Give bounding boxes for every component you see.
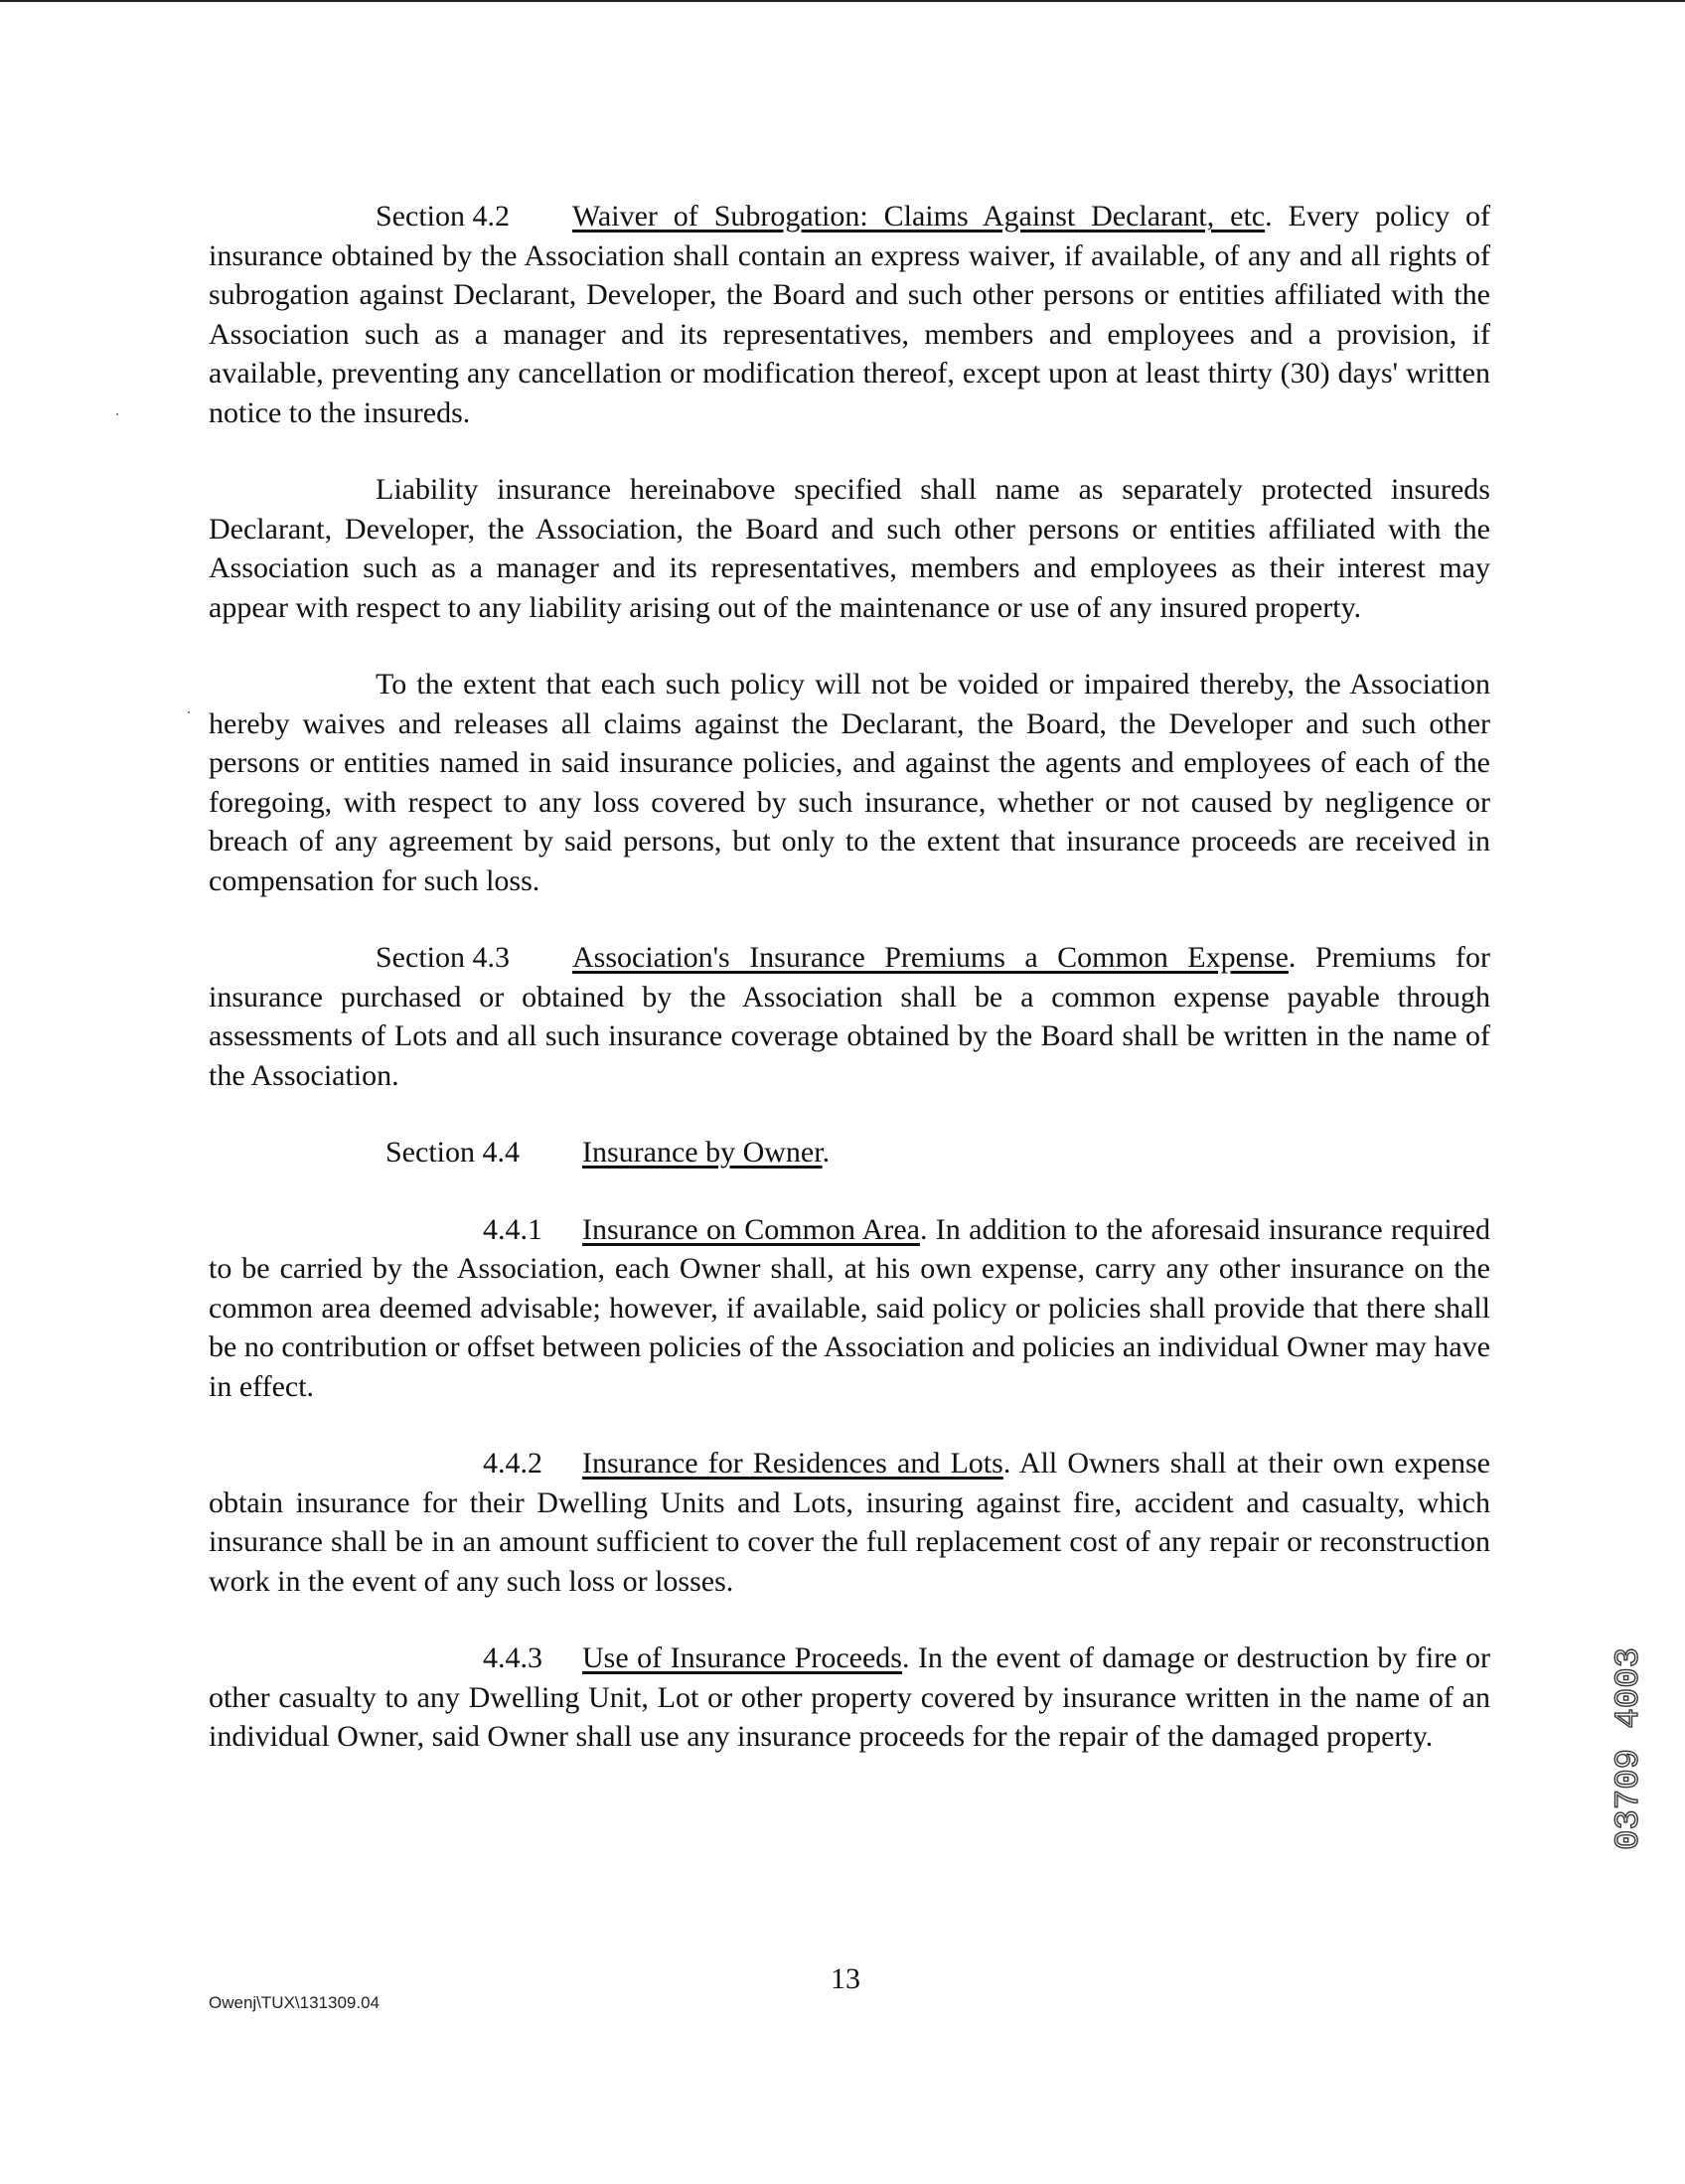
section-4-4-3-heading: Use of Insurance Proceeds	[582, 1641, 902, 1674]
scan-speck	[116, 413, 118, 415]
margin-stamp-text: 03709 4003	[1610, 1646, 1648, 1851]
section-4-4-heading: Insurance by Owner	[582, 1136, 823, 1169]
document-body	[209, 197, 1490, 1794]
section-4-4-2-paragraph	[209, 1444, 1490, 1601]
section-4-3-number: Section 4.3	[376, 941, 510, 974]
section-4-4-number: Section 4.4	[385, 1136, 520, 1169]
section-4-4-2-body: . All Owners shall at their own expense obtain insurance for their Dwelling Units and Lots, insuring against fire, accident and casualty, which insurance shall be in an amount sufficient to cover the full replacement cost of any repair or reconstruction work in the event of any such loss or losses.	[209, 1447, 1490, 1598]
scan-edge-rule	[0, 0, 1685, 2]
section-4-4-3-body: . In the event of damage or destruction by fire or other casualty to any Dwelling Unit, Lot or other property covered by insurance written in the name of an individual Owner, said Owner shall use any insurance proceeds for the repair of the damaged property.	[209, 1641, 1490, 1753]
margin-stamp	[1610, 1570, 1657, 1928]
section-4-4-1-heading: Insurance on Common Area	[582, 1212, 920, 1246]
liability-insurance-paragraph: Liability insurance hereinabove specified shall name as separately protected insureds Declarant, Developer, the Association, the Board and such other persons or entities affiliated with the Association such as a manager and its representatives, members and employees as their interest may appear with respect to any liability arising out of the maintenance or use of any insured property.	[209, 473, 1490, 624]
section-4-4-2-number: 4.4.2	[483, 1447, 542, 1480]
section-4-3-paragraph	[209, 938, 1490, 1095]
footer-file-id: Owenj\TUX\131309.04	[209, 1993, 380, 2012]
margin-stamp-graphic	[1610, 1570, 1657, 1928]
section-4-4-3-paragraph	[209, 1638, 1490, 1757]
section-4-2-heading: Waiver of Subrogation: Claims Against Declarant, etc	[572, 200, 1266, 233]
section-4-4-1-paragraph	[209, 1210, 1490, 1407]
section-4-2-body: . Every policy of insurance obtained by the Association shall contain an express waiver, if available, of any and all rights of subrogation against Declarant, Developer, the Board and such other persons or entities affiliated with the Association such as a manager and its representatives, members and employees and a provision, if available, preventing any cancellation or modification thereof, except upon at least thirty (30) days' written notice to the insureds.	[209, 200, 1490, 429]
section-4-4-3-number: 4.4.3	[483, 1641, 542, 1674]
waiver-release-paragraph: To the extent that each such policy will not be voided or impaired thereby, the Association hereby waives and releases all claims against the Declarant, the Board, the Developer and such other persons or entities named in said insurance policies, and against the agents and employees of each of the foregoing, with respect to any loss covered by such insurance, whether or not caused by negligence or breach of any agreement by said persons, but only to the extent that insurance proceeds are received in compensation for such loss.	[209, 668, 1490, 897]
section-4-3-heading: Association's Insurance Premiums a Common Expense	[572, 941, 1289, 974]
section-4-2-number: Section 4.2	[376, 200, 510, 233]
page-number: 13	[831, 1962, 860, 1995]
section-4-4-tail: .	[822, 1136, 831, 1169]
scan-speck	[188, 711, 190, 713]
section-4-4-2-heading: Insurance for Residences and Lots	[582, 1447, 1003, 1480]
section-4-3-body: . Premiums for insurance purchased or obtained by the Association shall be a common expense payable through assessments of Lots and all such insurance coverage obtained by the Board shall be written in the name of the Association.	[209, 941, 1490, 1092]
section-4-4-1-body: . In addition to the aforesaid insurance required to be carried by the Association, each Owner shall, at his own expense, carry any other insurance on the common area deemed advisable; however, if available, said policy or policies shall provide that there shall be no contribution or offset between policies of the Association and policies an individual Owner may have in effect.	[209, 1212, 1490, 1403]
section-4-4-heading-line	[209, 1133, 1490, 1172]
section-4-2-paragraph	[209, 197, 1490, 432]
section-4-4-1-number: 4.4.1	[483, 1212, 542, 1246]
